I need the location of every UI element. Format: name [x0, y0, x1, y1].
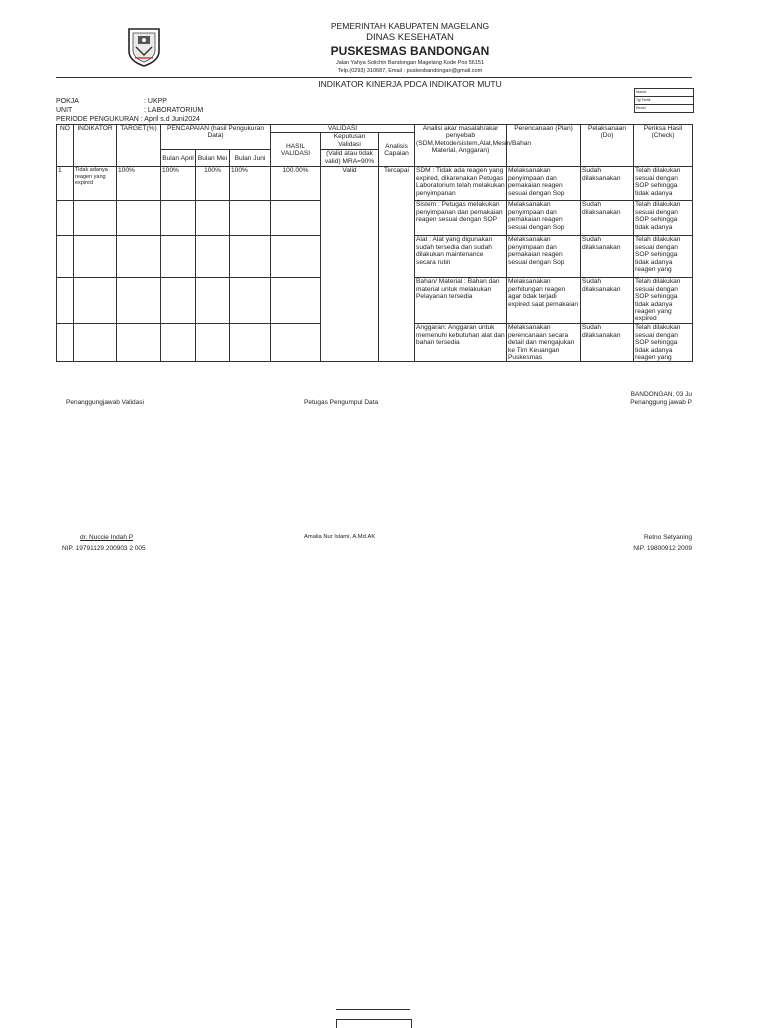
- empty-mei: [196, 201, 230, 236]
- place-date: BANDONGAN, 03 Ju: [630, 391, 692, 398]
- row-target: 100%: [117, 167, 161, 201]
- document-info-box: [634, 88, 694, 113]
- header-no: NO: [57, 125, 74, 167]
- empty-target: [117, 324, 161, 362]
- check-sdm: Telah dilakukan sesuai dengan SOP sehingga tidak adanya: [634, 167, 693, 201]
- empty-target: [117, 201, 161, 236]
- header-plan: Perencanaan (Plan): [507, 125, 581, 167]
- empty-hasil: [271, 236, 321, 278]
- doc-revision-label: Revisi: [636, 106, 646, 110]
- empty-hasil: [271, 324, 321, 362]
- doc-date-label: Tgl Terbit: [635, 97, 693, 105]
- check-bahan: Telah dilakukan sesuai dengan SOP sehingga tidak adanya reagen yang expired: [634, 278, 693, 324]
- pokja-value: : UKPP: [144, 98, 167, 105]
- doc-number-label: Nomor: [635, 89, 693, 97]
- header-bulan-juni: Bulan Juni: [230, 150, 271, 167]
- empty-indikator: [74, 324, 117, 362]
- empty-no: [57, 324, 74, 362]
- empty-mei: [196, 324, 230, 362]
- unit-label: UNIT: [56, 107, 73, 114]
- header-analisa-akar: Analisi akar masalah/akar penyebab (SDM,Metode/sistem,Alat,Mesin/Bahan Material, Anggaran): [415, 125, 507, 167]
- header-validasi: VALIDASI: [271, 125, 415, 133]
- header-puskesmas: PUSKESMAS BANDONGAN: [330, 44, 490, 58]
- empty-hasil: [271, 278, 321, 324]
- pdca-table: [56, 124, 693, 362]
- header-indikator: INDIKATOR: [74, 125, 117, 167]
- header-contact: Telp.(0293) 310687, Email : puskesbandongan@gmail.com: [337, 68, 483, 74]
- right-signer-nip: NIP. 19800912 2009: [633, 545, 692, 552]
- akar-bahan: Bahan/ Material : Bahan dan material untuk melakukan Pelayanan tersedia: [415, 278, 507, 324]
- check-anggaran: Telah dilakukan sesuai dengan SOP sehingga tidak adanya reagen yang: [634, 324, 693, 362]
- empty-indikator: [74, 201, 117, 236]
- empty-juni: [230, 278, 271, 324]
- akar-sistem: Sistem : Petugas melakukan penyimpanan dan pemakaian reagen sesuai dengan SOP: [415, 201, 507, 236]
- check-sistem: Telah dilakukan sesuai dengan SOP sehingga tidak adanya: [634, 201, 693, 236]
- row-analisis: Tercapai: [379, 167, 415, 362]
- empty-mei: [196, 236, 230, 278]
- header-analisis-capaian: Analisis Capaian: [379, 133, 415, 167]
- do-bahan: Sudah dilaksanakan: [581, 278, 634, 324]
- plan-anggaran: Melaksanakan perencanaan secara detail dan mengajukan ke Tim Keuangan Puskesmas: [507, 324, 581, 362]
- do-sistem: Sudah dilaksanakan: [581, 201, 634, 236]
- row-hasil-validasi: 100.00%: [271, 167, 321, 201]
- periode-text: PERIODE PENGUKURAN : April s.d Juni2024: [56, 116, 200, 123]
- next-page-box-top: [336, 1009, 410, 1010]
- empty-indikator: [74, 236, 117, 278]
- right-signer-title: Penanggung jawab P: [630, 399, 692, 406]
- empty-no: [57, 201, 74, 236]
- empty-target: [117, 278, 161, 324]
- header-government: PEMERINTAH KABUPATEN MAGELANG: [330, 21, 490, 31]
- akar-sdm: SDM : Tidak ada reagen yang expired, dikarenakan Petugas Laboratorium telah melakukan penyimpanan: [415, 167, 507, 201]
- empty-april: [161, 278, 196, 324]
- row-april: 100%: [161, 167, 196, 201]
- mid-signer-name: Amalia Nur Islami, A.Md.AK: [304, 534, 376, 540]
- header-keputusan-note: (Valid atau tidak valid) MRA=90%: [321, 150, 379, 167]
- unit-value: : LABORATORIUM: [144, 107, 204, 114]
- row-keputusan: Valid: [321, 167, 379, 362]
- empty-april: [161, 236, 196, 278]
- left-signer-nip: NIP. 19791129 200903 2 005: [62, 545, 146, 552]
- pokja-label: POKJA: [56, 98, 79, 105]
- plan-bahan: Melaksanakan perhitungan reagen agar tidak terjadi expired saat pemakaian: [507, 278, 581, 324]
- empty-no: [57, 236, 74, 278]
- document-title: INDIKATOR KINERJA PDCA INDIKATOR MUTU: [318, 79, 502, 89]
- row-indikator: Tidak adanya reagen yang expired: [74, 167, 117, 201]
- left-signer-title: Penanggungjawab Validasi: [66, 399, 144, 406]
- empty-no: [57, 278, 74, 324]
- akar-anggaran: Anggaran: Anggaran untuk memenuhi kebutuhan alat dan bahan tersedia: [415, 324, 507, 362]
- empty-april: [161, 201, 196, 236]
- empty-april: [161, 324, 196, 362]
- header-address: Jalan Yahya Solichin Bandongan Magelang Kode Pos 56151: [335, 60, 485, 66]
- header-bulan-april: Bulan April: [161, 150, 196, 167]
- header-do: Pelaksanaan (Do): [581, 125, 634, 167]
- row-juni: 100%: [230, 167, 271, 201]
- plan-sistem: Melaksanakan penyimpaan dan pemakaian reagen sesuai dengan Sop: [507, 201, 581, 236]
- empty-juni: [230, 201, 271, 236]
- row-mei: 100%: [196, 167, 230, 201]
- plan-sdm: Melaksanakan penyimpaan dan pemakaian reagen sesuai dengan Sop: [507, 167, 581, 201]
- next-page-box: [336, 1019, 412, 1028]
- empty-juni: [230, 324, 271, 362]
- empty-target: [117, 236, 161, 278]
- header-keputusan: Keputusan Validasi: [321, 133, 379, 150]
- do-sdm: Sudah dilaksanakan: [581, 167, 634, 201]
- left-signer-name: dr. Nuccie Indah P: [80, 534, 134, 541]
- header-target: TARGET(%): [117, 125, 161, 167]
- puskesmas-logo: [126, 27, 162, 67]
- header-hasil-validasi: HASIL VALIDASI: [271, 133, 321, 167]
- header-pencapaian: PENCAPAIAN (hasil Pengukuran Data): [161, 125, 271, 150]
- header-check: Periksa Hasil (Check): [634, 125, 693, 167]
- do-alat: Sudah dilaksanakan: [581, 236, 634, 278]
- right-signer-name: Retno Setyaning: [643, 534, 692, 541]
- header-divider: [56, 77, 692, 78]
- mid-signer-title: Petugas Pengumpul Data: [304, 399, 379, 406]
- row-no: 1: [57, 167, 74, 201]
- plan-alat: Melaksanakan penyimpaan dan pemakaian reagen sesuai dengan Sop: [507, 236, 581, 278]
- header-bulan-mei: Bulan Mei: [196, 150, 230, 167]
- header-agency: DINAS KESEHATAN: [366, 32, 454, 43]
- check-alat: Telah dilakukan sesuai dengan SOP sehingga tidak adanya reagen yang: [634, 236, 693, 278]
- do-anggaran: Sudah dilaksanakan: [581, 324, 634, 362]
- empty-hasil: [271, 201, 321, 236]
- empty-juni: [230, 236, 271, 278]
- empty-indikator: [74, 278, 117, 324]
- akar-alat: Alat : Alat yang digunakan sudah tersedia dan sudah dilakukan maintenance secara rutin: [415, 236, 507, 278]
- empty-mei: [196, 278, 230, 324]
